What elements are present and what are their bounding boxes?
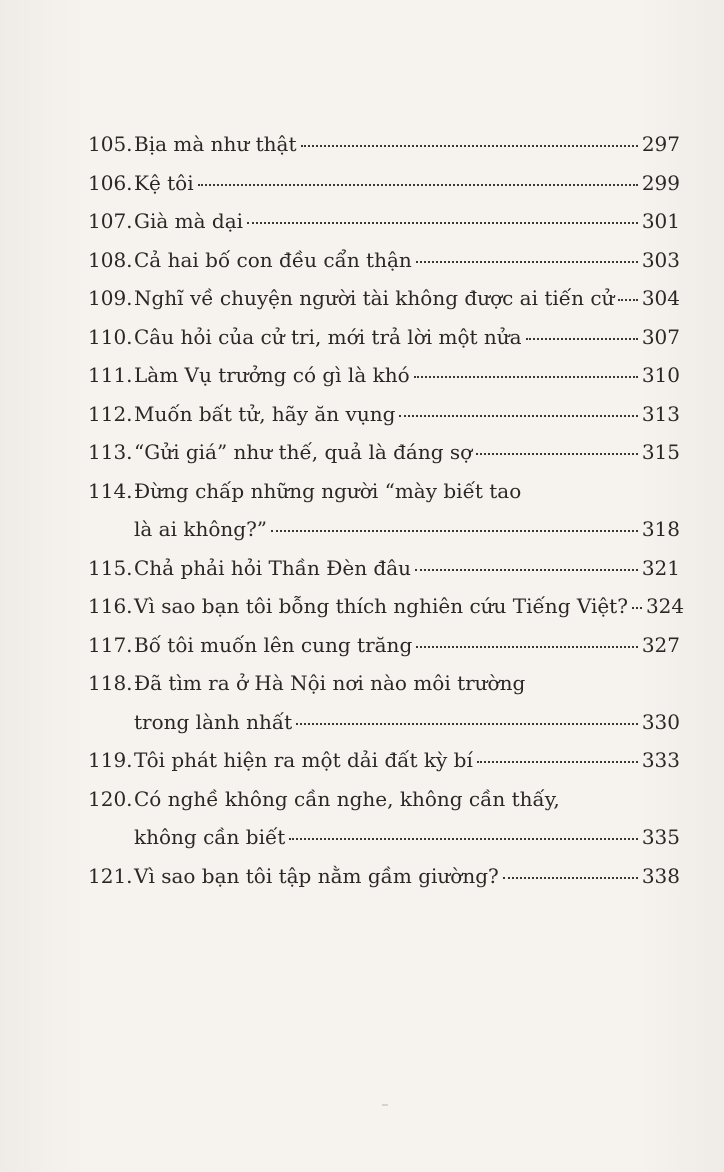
page-number: 315	[641, 440, 680, 464]
dot-leader	[198, 184, 638, 186]
dot-leader	[632, 607, 642, 609]
entry-title: Câu hỏi của cử tri, mới trả lời một nửa	[134, 324, 522, 349]
toc-entry-line	[88, 594, 685, 633]
entry-title: Có nghề không cần nghe, không cần thấy,	[134, 786, 560, 811]
entry-number: 105.	[88, 132, 133, 156]
dot-leader	[618, 299, 637, 301]
entry-title: Bịa mà như thật	[134, 132, 297, 156]
toc-entry[interactable]	[88, 556, 680, 595]
entry-number: 119.	[88, 748, 133, 772]
entry-number: 108.	[88, 247, 133, 272]
dot-leader	[289, 838, 637, 840]
toc-entry-line-continued	[88, 479, 680, 518]
toc-entry-line	[88, 710, 680, 749]
dot-leader	[296, 723, 638, 725]
dot-leader	[416, 261, 638, 263]
page-number: 324	[645, 594, 685, 618]
entry-number: 111.	[88, 363, 133, 387]
dot-leader	[399, 415, 637, 417]
toc-entry-line	[88, 248, 680, 287]
entry-title: Vì sao bạn tôi bỗng thích nghiên cứu Tiếng Việt?	[134, 594, 628, 618]
entry-title: Già mà dại	[134, 209, 244, 233]
entry-number: 115.	[88, 555, 133, 580]
toc-entry-line	[88, 440, 680, 479]
toc-entry[interactable]	[88, 479, 680, 556]
toc-entry-line	[88, 748, 680, 787]
entry-title: Tôi phát hiện ra một dải đất kỳ bí	[134, 748, 473, 772]
entry-title: Đừng chấp những người “mày biết tao	[134, 478, 522, 503]
toc-entry[interactable]	[88, 594, 685, 633]
dot-leader	[476, 453, 638, 455]
entry-number: 109.	[88, 286, 133, 310]
toc-entry[interactable]	[88, 325, 680, 364]
entry-title: là ai không?”	[134, 517, 268, 541]
toc-entry-line-continued	[88, 787, 680, 826]
toc-entry-line	[88, 286, 680, 325]
entry-title: Muốn bất tử, hãy ăn vụng	[134, 401, 396, 426]
toc-entry[interactable]	[88, 248, 680, 287]
toc-entry[interactable]	[88, 440, 680, 479]
entry-title: trong lành nhất	[134, 709, 293, 734]
page-number: 333	[641, 748, 680, 772]
toc-entry-line	[88, 633, 680, 672]
toc-entry[interactable]	[88, 171, 680, 210]
entry-title: Vì sao bạn tôi tập nằm gầm giường?	[134, 863, 499, 888]
entry-number: 106.	[88, 170, 133, 195]
dot-leader	[415, 569, 638, 571]
toc-entry[interactable]	[88, 363, 680, 402]
dot-leader	[301, 145, 638, 147]
toc-entry-line	[88, 171, 680, 210]
entry-number: 116.	[88, 594, 133, 618]
page-number: 338	[641, 863, 680, 888]
page-number: 330	[641, 709, 680, 734]
toc-entry-line	[88, 556, 680, 595]
dot-leader	[271, 530, 638, 532]
page-mark	[382, 1104, 388, 1106]
page-number: 297	[641, 132, 680, 156]
toc-entry[interactable]	[88, 671, 680, 748]
entry-title: Cả hai bố con đều cẩn thận	[134, 247, 412, 272]
entry-title: Đã tìm ra ở Hà Nội nơi nào môi trường	[134, 671, 526, 695]
toc-entry-line	[88, 363, 680, 402]
entry-title: Bố tôi muốn lên cung trăng	[134, 632, 413, 657]
page-number: 327	[641, 632, 680, 657]
toc-entry-line-continued	[88, 671, 680, 710]
table-of-contents	[88, 132, 685, 902]
toc-entry-line	[88, 209, 680, 248]
page-number: 310	[641, 363, 680, 387]
entry-title: Làm Vụ trưởng có gì là khó	[134, 363, 410, 387]
toc-entry-line	[88, 402, 680, 441]
page-number: 321	[641, 555, 680, 580]
entry-number: 120.	[88, 786, 133, 811]
page-number: 299	[641, 170, 680, 195]
dot-leader	[503, 877, 638, 879]
page-number: 318	[641, 517, 680, 541]
entry-title: Kệ tôi	[134, 170, 194, 195]
toc-entry[interactable]	[88, 402, 680, 441]
toc-entry[interactable]	[88, 633, 680, 672]
page-number: 307	[641, 324, 680, 349]
dot-leader	[414, 376, 638, 378]
entry-number: 107.	[88, 209, 133, 233]
toc-entry[interactable]	[88, 748, 680, 787]
toc-entry[interactable]	[88, 787, 680, 864]
entry-number: 112.	[88, 401, 133, 426]
toc-entry[interactable]	[88, 132, 680, 171]
entry-number: 118.	[88, 671, 133, 695]
entry-title: “Gửi giá” như thế, quả là đáng sợ	[134, 440, 473, 464]
toc-entry-line	[88, 517, 680, 556]
dot-leader	[416, 646, 638, 648]
toc-entry-line	[88, 132, 680, 171]
toc-entry[interactable]	[88, 286, 680, 325]
toc-entry[interactable]	[88, 864, 680, 903]
page-number: 335	[641, 825, 680, 849]
toc-entry-line	[88, 825, 680, 864]
entry-number: 121.	[88, 863, 133, 888]
dot-leader	[477, 761, 638, 763]
page-number: 303	[641, 247, 680, 272]
toc-entry[interactable]	[88, 209, 680, 248]
entry-title: Chả phải hỏi Thần Đèn đâu	[134, 555, 412, 580]
toc-entry-line	[88, 325, 680, 364]
page-number: 304	[641, 286, 680, 310]
entry-number: 117.	[88, 632, 133, 657]
page-number: 313	[641, 401, 680, 426]
entry-title: Nghĩ về chuyện người tài không được ai tiến cử	[134, 286, 615, 310]
entry-number: 113.	[88, 440, 133, 464]
page-number: 301	[641, 209, 680, 233]
toc-entry-line	[88, 864, 680, 903]
entry-title: không cần biết	[134, 825, 286, 849]
entry-number: 114.	[88, 478, 133, 503]
dot-leader	[247, 222, 638, 224]
dot-leader	[526, 338, 638, 340]
entry-number: 110.	[88, 324, 133, 349]
